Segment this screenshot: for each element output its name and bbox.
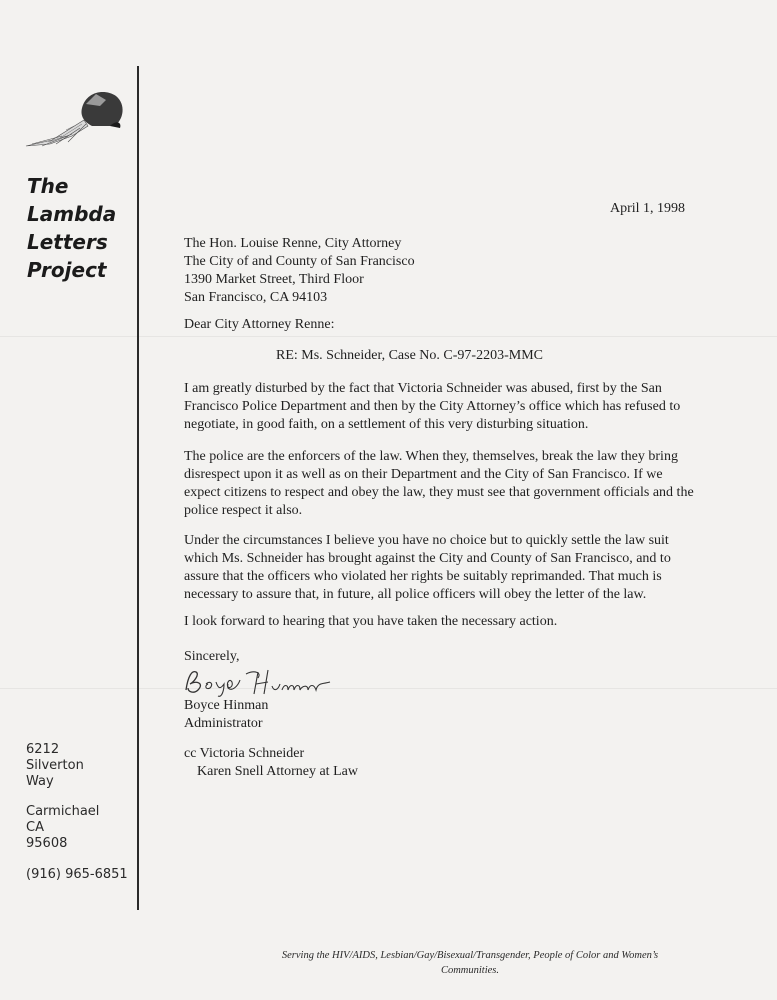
organization-name <box>27 172 116 284</box>
org-name-line: Project <box>27 258 107 282</box>
org-name-line: Lambda <box>27 202 117 226</box>
street-line: Way <box>26 774 54 789</box>
cc-line: Karen Snell Attorney at Law <box>197 764 358 779</box>
org-name-line: The <box>27 174 69 198</box>
body-paragraph: The police are the enforcers of the law. When they, themselves, break the law they bring disrespect upon it as well as on their Department and the City of San Francisco. If we expect citizens to respect and obey the law, they must see that government officials and the police respect it also. <box>184 449 694 518</box>
recipient-line: The City of and County of San Francisco <box>184 254 415 269</box>
re-line: RE: Ms. Schneider, Case No. C-97-2203-MMC <box>276 348 543 363</box>
body-paragraph: I am greatly disturbed by the fact that Victoria Schneider was abused, first by the San Francisco Police Department and then by the City Attorney’s office which has refused to negotiate, in good faith, on a settlement of this very disturbing situation. <box>184 381 681 432</box>
signature-block <box>184 697 694 733</box>
letterhead-divider <box>137 66 139 910</box>
signer-name: Boyce Hinman <box>184 698 269 713</box>
project-logo-icon <box>22 80 134 152</box>
city-line: Carmichael <box>26 804 100 819</box>
street-line: Silverton <box>26 758 84 773</box>
body-paragraph: I look forward to hearing that you have taken the necessary action. <box>184 614 558 629</box>
recipient-line: 1390 Market Street, Third Floor <box>184 272 364 287</box>
signer-title: Administrator <box>184 716 263 731</box>
street-line: 6212 <box>26 742 60 757</box>
body-paragraph: Under the circumstances I believe you have no choice but to quickly settle the law suit which Ms. Schneider has brought against the City and County of San Francisco, and to assure that the officers who violated her rights be suitably reprimanded. That much is necessary to assure that, in future, all police officers will obey the letter of the law. <box>184 533 671 602</box>
cc-list <box>184 745 694 781</box>
closing: Sincerely, <box>184 649 240 664</box>
footer-line: Communities. <box>440 965 500 976</box>
organization-address <box>26 742 128 883</box>
footer-mission <box>220 948 720 978</box>
paper-fold <box>0 336 777 337</box>
paper-fold <box>0 688 777 689</box>
footer-line: Serving the HIV/AIDS, Lesbian/Gay/Bisexual/Transgender, People of Color and Women’s <box>281 950 659 961</box>
phone-number: (916) 965-6851 <box>26 867 128 882</box>
state-line: CA <box>26 820 44 835</box>
salutation: Dear City Attorney Renne: <box>184 317 335 332</box>
zip-line: 95608 <box>26 836 68 851</box>
org-name-line: Letters <box>27 230 108 254</box>
recipient-line: The Hon. Louise Renne, City Attorney <box>184 236 402 251</box>
cc-line: cc Victoria Schneider <box>184 746 305 761</box>
recipient-line: San Francisco, CA 94103 <box>184 290 328 305</box>
recipient-address <box>184 235 694 307</box>
letter-date: April 1, 1998 <box>610 201 686 216</box>
handwritten-signature-icon <box>182 664 382 698</box>
